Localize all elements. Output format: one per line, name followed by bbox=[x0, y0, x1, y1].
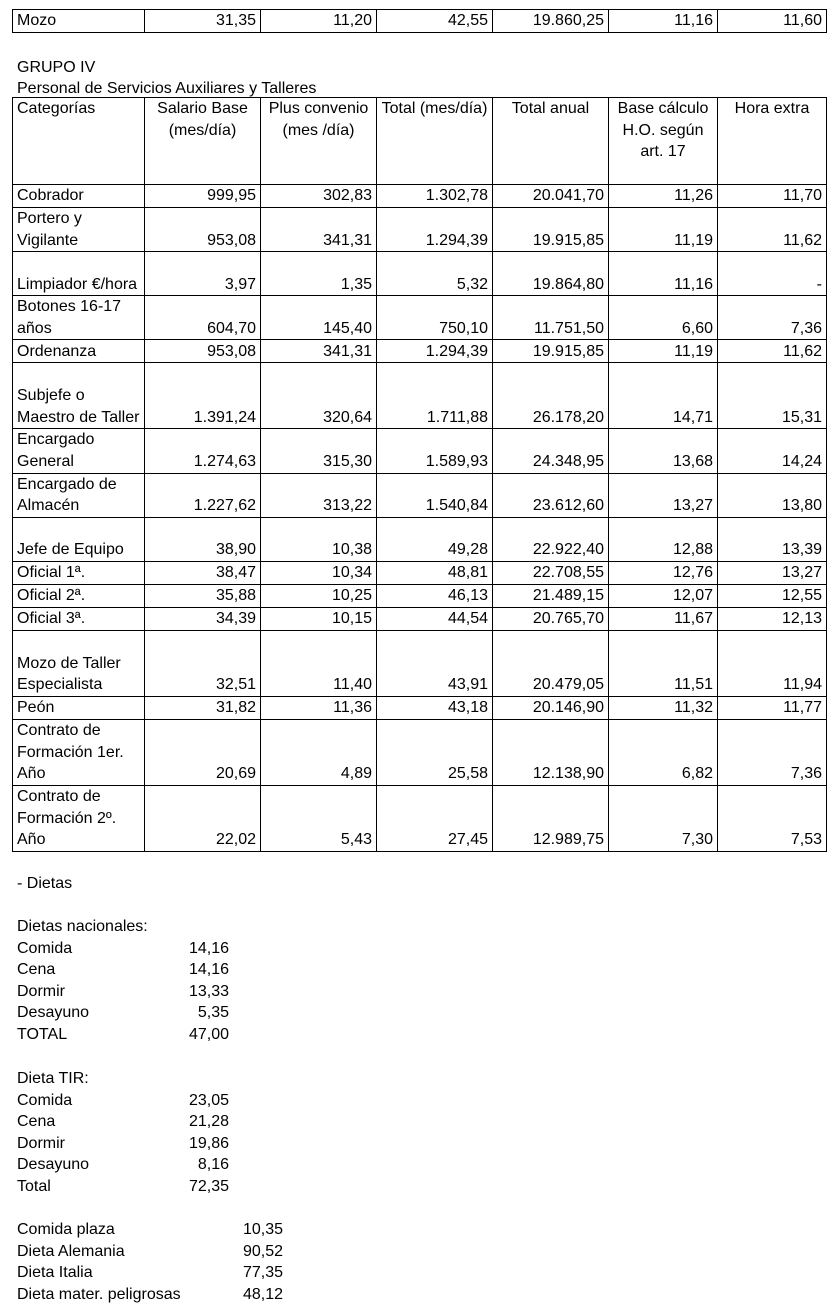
value-cell: 750,10 bbox=[377, 296, 493, 340]
dieta-value: 21,28 bbox=[188, 1113, 229, 1131]
value-cell: 19.860,25 bbox=[493, 10, 609, 33]
table-row bbox=[13, 785, 827, 851]
value-cell: 20.479,05 bbox=[493, 630, 609, 696]
dieta-item bbox=[17, 981, 229, 1003]
value-cell: 20,69 bbox=[145, 719, 261, 785]
value-cell: 35,88 bbox=[145, 584, 261, 607]
category-cell: Mozo bbox=[13, 10, 145, 33]
table-row bbox=[13, 252, 827, 296]
category-cell: Botones 16-17 años bbox=[13, 296, 145, 340]
table-row bbox=[13, 296, 827, 340]
value-cell: 13,27 bbox=[718, 561, 827, 584]
group-subtitle: Personal de Servicios Auxiliares y Talleres bbox=[17, 79, 317, 97]
dieta-label: Dieta Italia bbox=[17, 1264, 93, 1282]
dieta-value: 90,52 bbox=[242, 1242, 283, 1260]
value-cell: 20.146,90 bbox=[493, 696, 609, 719]
dieta-item bbox=[17, 938, 229, 960]
dieta-item bbox=[17, 959, 229, 981]
value-cell: 42,55 bbox=[377, 10, 493, 33]
value-cell: 24.348,95 bbox=[493, 429, 609, 473]
dieta-value: 19,86 bbox=[188, 1134, 229, 1152]
value-cell: 19.864,80 bbox=[493, 252, 609, 296]
value-cell: 43,18 bbox=[377, 696, 493, 719]
value-cell: 11,36 bbox=[261, 696, 377, 719]
value-cell: 10,38 bbox=[261, 517, 377, 561]
dieta-item bbox=[17, 1133, 229, 1155]
dieta-item bbox=[17, 1284, 283, 1306]
value-cell: 11,62 bbox=[718, 208, 827, 252]
dieta-label: Cena bbox=[17, 961, 56, 979]
dieta-label: Comida bbox=[17, 1091, 73, 1109]
value-cell: 12,07 bbox=[609, 584, 718, 607]
table-row bbox=[13, 208, 827, 252]
group-title: GRUPO IV bbox=[17, 59, 96, 76]
value-cell: 1.294,39 bbox=[377, 340, 493, 363]
value-cell: 1.274,63 bbox=[145, 429, 261, 473]
value-cell: 315,30 bbox=[261, 429, 377, 473]
category-cell: Mozo de Taller Especialista bbox=[13, 630, 145, 696]
table-row bbox=[13, 340, 827, 363]
value-cell: 11,51 bbox=[609, 630, 718, 696]
value-cell: 20.765,70 bbox=[493, 607, 609, 630]
value-cell: 26.178,20 bbox=[493, 363, 609, 429]
previous-table-row bbox=[12, 9, 827, 33]
value-cell: - bbox=[718, 252, 827, 296]
value-cell: 34,39 bbox=[145, 607, 261, 630]
table-row bbox=[13, 630, 827, 696]
table-row bbox=[13, 10, 827, 33]
table-row bbox=[13, 429, 827, 473]
category-cell: Oficial 1ª. bbox=[13, 561, 145, 584]
value-cell: 12.989,75 bbox=[493, 785, 609, 851]
value-cell: 19.915,85 bbox=[493, 340, 609, 363]
category-cell: Contrato de Formación 2º. Año bbox=[13, 785, 145, 851]
dieta-item bbox=[17, 1154, 229, 1176]
value-cell: 7,36 bbox=[718, 719, 827, 785]
value-cell: 11,77 bbox=[718, 696, 827, 719]
value-cell: 38,90 bbox=[145, 517, 261, 561]
value-cell: 320,64 bbox=[261, 363, 377, 429]
value-cell: 10,25 bbox=[261, 584, 377, 607]
value-cell: 1.227,62 bbox=[145, 473, 261, 517]
value-cell: 953,08 bbox=[145, 340, 261, 363]
otras-dietas bbox=[17, 1219, 283, 1305]
dietas-nacionales bbox=[17, 916, 229, 1046]
value-cell: 5,32 bbox=[377, 252, 493, 296]
value-cell: 11,62 bbox=[718, 340, 827, 363]
value-cell: 11,70 bbox=[718, 185, 827, 208]
value-cell: 4,89 bbox=[261, 719, 377, 785]
value-cell: 11,19 bbox=[609, 208, 718, 252]
dieta-label: Total bbox=[17, 1177, 51, 1195]
value-cell: 21.489,15 bbox=[493, 584, 609, 607]
value-cell: 1.294,39 bbox=[377, 208, 493, 252]
dieta-item bbox=[17, 1241, 283, 1263]
dietas-nacionales-title: Dietas nacionales: bbox=[17, 918, 148, 935]
category-cell: Subjefe o Maestro de Taller bbox=[13, 363, 145, 429]
table-row bbox=[13, 363, 827, 429]
value-cell: 11,16 bbox=[609, 252, 718, 296]
value-cell: 12,88 bbox=[609, 517, 718, 561]
dieta-value: 8,16 bbox=[197, 1156, 229, 1174]
value-cell: 48,81 bbox=[377, 561, 493, 584]
table-header-row bbox=[13, 98, 827, 185]
dieta-item bbox=[17, 1002, 229, 1024]
value-cell: 31,35 bbox=[145, 10, 261, 33]
value-cell: 11,94 bbox=[718, 630, 827, 696]
dieta-value: 77,35 bbox=[242, 1264, 283, 1282]
value-cell: 7,53 bbox=[718, 785, 827, 851]
dietas-heading bbox=[17, 873, 72, 895]
value-cell: 1,35 bbox=[261, 252, 377, 296]
value-cell: 46,13 bbox=[377, 584, 493, 607]
value-cell: 3,97 bbox=[145, 252, 261, 296]
value-cell: 953,08 bbox=[145, 208, 261, 252]
category-cell: Portero y Vigilante bbox=[13, 208, 145, 252]
value-cell: 6,60 bbox=[609, 296, 718, 340]
dieta-label: Desayuno bbox=[17, 1156, 90, 1174]
value-cell: 13,68 bbox=[609, 429, 718, 473]
value-cell: 145,40 bbox=[261, 296, 377, 340]
dieta-item bbox=[17, 1262, 283, 1284]
value-cell: 13,80 bbox=[718, 473, 827, 517]
value-cell: 11,16 bbox=[609, 10, 718, 33]
category-cell: Oficial 2ª. bbox=[13, 584, 145, 607]
column-header: Total (mes/día) bbox=[377, 98, 493, 185]
column-header: Base cálculo H.O. según art. 17 bbox=[609, 98, 718, 185]
value-cell: 341,31 bbox=[261, 208, 377, 252]
dieta-value: 14,16 bbox=[188, 939, 229, 957]
value-cell: 11,19 bbox=[609, 340, 718, 363]
salary-table bbox=[12, 97, 827, 852]
value-cell: 7,36 bbox=[718, 296, 827, 340]
table-row bbox=[13, 473, 827, 517]
column-header: Hora extra bbox=[718, 98, 827, 185]
category-cell: Contrato de Formación 1er. Año bbox=[13, 719, 145, 785]
value-cell: 5,43 bbox=[261, 785, 377, 851]
value-cell: 10,15 bbox=[261, 607, 377, 630]
column-header: Salario Base (mes/día) bbox=[145, 98, 261, 185]
dieta-label: Dormir bbox=[17, 982, 65, 1000]
category-cell: Encargado de Almacén bbox=[13, 473, 145, 517]
dieta-item bbox=[17, 1111, 229, 1133]
value-cell: 49,28 bbox=[377, 517, 493, 561]
dieta-label: Dormir bbox=[17, 1134, 65, 1152]
value-cell: 604,70 bbox=[145, 296, 261, 340]
dieta-value: 23,05 bbox=[188, 1091, 229, 1109]
value-cell: 23.612,60 bbox=[493, 473, 609, 517]
value-cell: 11,20 bbox=[261, 10, 377, 33]
dieta-value: 13,33 bbox=[188, 982, 229, 1000]
value-cell: 19.915,85 bbox=[493, 208, 609, 252]
dieta-value: 5,35 bbox=[197, 1004, 229, 1022]
value-cell: 31,82 bbox=[145, 696, 261, 719]
column-header: Total anual bbox=[493, 98, 609, 185]
table-row bbox=[13, 517, 827, 561]
category-cell: Oficial 3ª. bbox=[13, 607, 145, 630]
value-cell: 12,76 bbox=[609, 561, 718, 584]
value-cell: 14,24 bbox=[718, 429, 827, 473]
value-cell: 302,83 bbox=[261, 185, 377, 208]
value-cell: 43,91 bbox=[377, 630, 493, 696]
value-cell: 7,30 bbox=[609, 785, 718, 851]
value-cell: 11,60 bbox=[718, 10, 827, 33]
value-cell: 11,32 bbox=[609, 696, 718, 719]
category-cell: Peón bbox=[13, 696, 145, 719]
table-row bbox=[13, 584, 827, 607]
value-cell: 999,95 bbox=[145, 185, 261, 208]
value-cell: 1.302,78 bbox=[377, 185, 493, 208]
value-cell: 27,45 bbox=[377, 785, 493, 851]
value-cell: 11,26 bbox=[609, 185, 718, 208]
dieta-label: Dieta Alemania bbox=[17, 1242, 125, 1260]
value-cell: 1.711,88 bbox=[377, 363, 493, 429]
group-heading bbox=[17, 57, 316, 99]
dieta-label: Dieta mater. peligrosas bbox=[17, 1285, 181, 1303]
value-cell: 11,40 bbox=[261, 630, 377, 696]
column-header: Plus convenio (mes /día) bbox=[261, 98, 377, 185]
dieta-value: 72,35 bbox=[188, 1177, 229, 1195]
value-cell: 6,82 bbox=[609, 719, 718, 785]
value-cell: 22.922,40 bbox=[493, 517, 609, 561]
category-cell: Encargado General bbox=[13, 429, 145, 473]
column-header: Categorías bbox=[13, 98, 145, 185]
value-cell: 15,31 bbox=[718, 363, 827, 429]
value-cell: 1.540,84 bbox=[377, 473, 493, 517]
value-cell: 22.708,55 bbox=[493, 561, 609, 584]
dieta-item bbox=[17, 1090, 229, 1112]
dieta-label: Desayuno bbox=[17, 1004, 90, 1022]
value-cell: 13,27 bbox=[609, 473, 718, 517]
value-cell: 12,13 bbox=[718, 607, 827, 630]
category-cell: Limpiador €/hora bbox=[13, 252, 145, 296]
dieta-item bbox=[17, 1219, 283, 1241]
category-cell: Cobrador bbox=[13, 185, 145, 208]
category-cell: Jefe de Equipo bbox=[13, 517, 145, 561]
value-cell: 11.751,50 bbox=[493, 296, 609, 340]
value-cell: 1.391,24 bbox=[145, 363, 261, 429]
value-cell: 38,47 bbox=[145, 561, 261, 584]
table-row bbox=[13, 561, 827, 584]
value-cell: 44,54 bbox=[377, 607, 493, 630]
dieta-item bbox=[17, 1176, 229, 1198]
dieta-value: 48,12 bbox=[242, 1285, 283, 1303]
value-cell: 11,67 bbox=[609, 607, 718, 630]
dieta-label: Comida bbox=[17, 939, 73, 957]
value-cell: 12,55 bbox=[718, 584, 827, 607]
value-cell: 313,22 bbox=[261, 473, 377, 517]
value-cell: 20.041,70 bbox=[493, 185, 609, 208]
value-cell: 22,02 bbox=[145, 785, 261, 851]
value-cell: 14,71 bbox=[609, 363, 718, 429]
value-cell: 25,58 bbox=[377, 719, 493, 785]
table-row bbox=[13, 185, 827, 208]
dieta-label: Comida plaza bbox=[17, 1221, 115, 1238]
value-cell: 13,39 bbox=[718, 517, 827, 561]
value-cell: 341,31 bbox=[261, 340, 377, 363]
dieta-tir bbox=[17, 1068, 229, 1198]
value-cell: 1.589,93 bbox=[377, 429, 493, 473]
table-row bbox=[13, 696, 827, 719]
dieta-value: 14,16 bbox=[188, 961, 229, 979]
dieta-value: 10,35 bbox=[242, 1221, 283, 1238]
dieta-value: 47,00 bbox=[188, 1025, 229, 1043]
dieta-tir-title: Dieta TIR: bbox=[17, 1070, 89, 1087]
category-cell: Ordenanza bbox=[13, 340, 145, 363]
dietas-title: - Dietas bbox=[17, 875, 73, 892]
dieta-label: TOTAL bbox=[17, 1025, 68, 1043]
table-row bbox=[13, 607, 827, 630]
value-cell: 32,51 bbox=[145, 630, 261, 696]
table-row bbox=[13, 719, 827, 785]
value-cell: 12.138,90 bbox=[493, 719, 609, 785]
dieta-item bbox=[17, 1024, 229, 1046]
value-cell: 10,34 bbox=[261, 561, 377, 584]
dieta-label: Cena bbox=[17, 1113, 56, 1131]
